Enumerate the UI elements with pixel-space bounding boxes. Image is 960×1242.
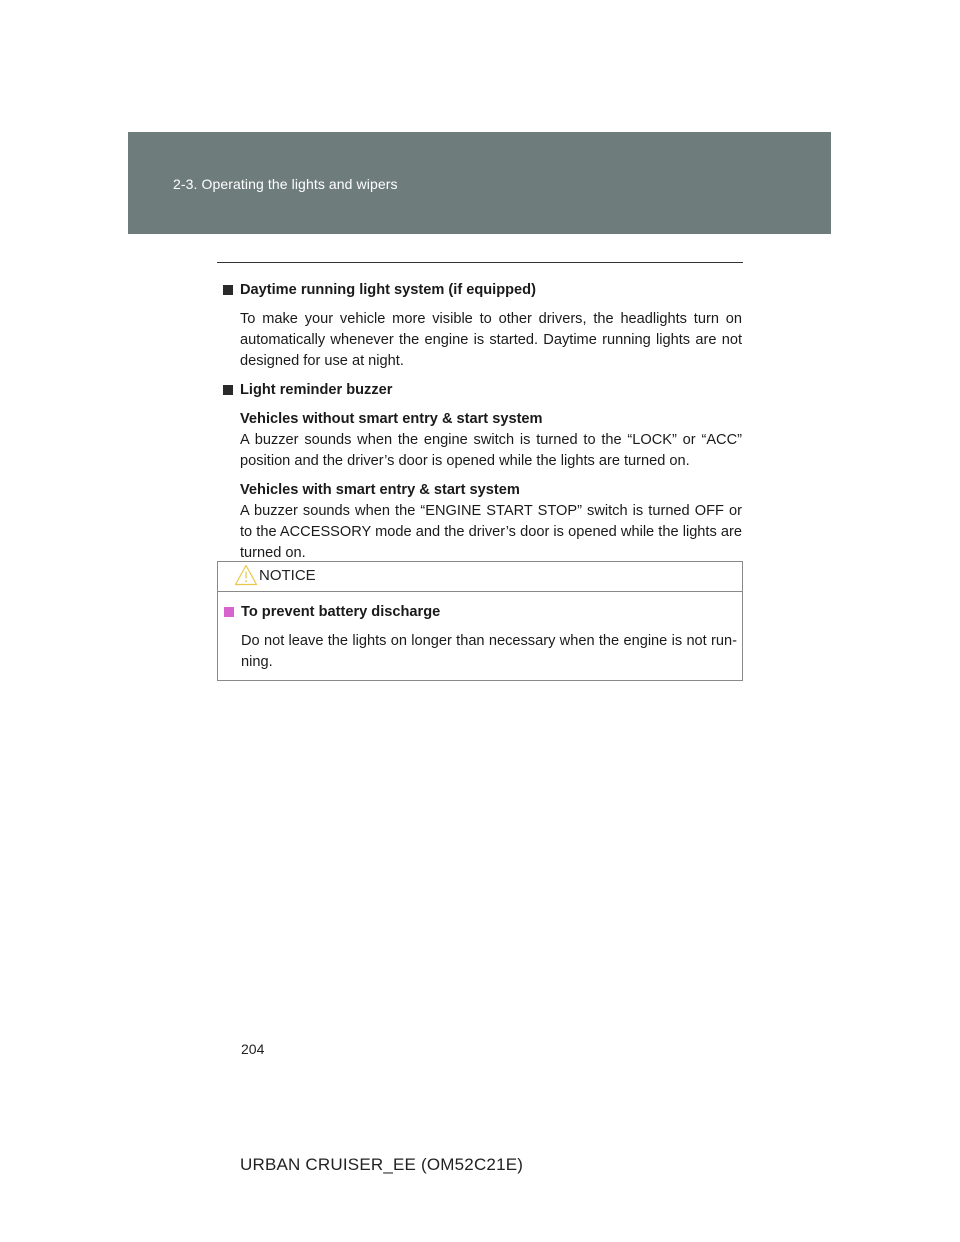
notice-paragraph: Do not leave the lights on longer than necessary when the engine is not run-ning. [241,633,737,670]
without-system-heading: Vehicles without smart entry & start system [240,411,543,427]
notice-heading-text: To prevent battery discharge [241,604,441,620]
section-title: 2-3. Operating the lights and wipers [173,176,398,192]
notice-title: NOTICE [259,567,316,584]
drl-paragraph: To make your vehicle more visible to other drivers, the headlights turn on automatically whenever the engine is started. Daytime running lights are not designed for use at night. [240,311,742,369]
without-system-text: A buzzer sounds when the engine switch is turned to the “LOCK” or “ACC” position and the driver’s door is opened while the lights are turned on. [240,432,742,469]
with-system-text: A buzzer sounds when the “ENGINE START STOP” switch is turned OFF or to the ACCESSORY mode and the driver’s door is opened while the lights are turned on. [240,503,742,561]
notice-titlebar [218,562,742,592]
square-bullet-icon [223,385,233,395]
drl-heading [222,280,742,301]
square-bullet-icon [223,285,233,295]
square-bullet-icon [224,607,234,617]
divider-rule [217,262,743,263]
with-system-heading: Vehicles with smart entry & start system [240,482,520,498]
buzzer-heading [222,380,742,401]
page-number: 204 [241,1041,265,1057]
header-band [128,132,831,234]
warning-triangle-icon [234,564,258,586]
buzzer-heading-text: Light reminder buzzer [240,382,393,398]
document-code: URBAN CRUISER_EE (OM52C21E) [240,1155,524,1174]
notice-body [223,602,737,681]
notice-heading [223,602,737,623]
main-content [222,280,742,572]
drl-heading-text: Daytime running light system (if equipped) [240,282,536,298]
with-system-block [222,480,742,564]
without-system-block [222,409,742,472]
notice-box [217,561,743,681]
